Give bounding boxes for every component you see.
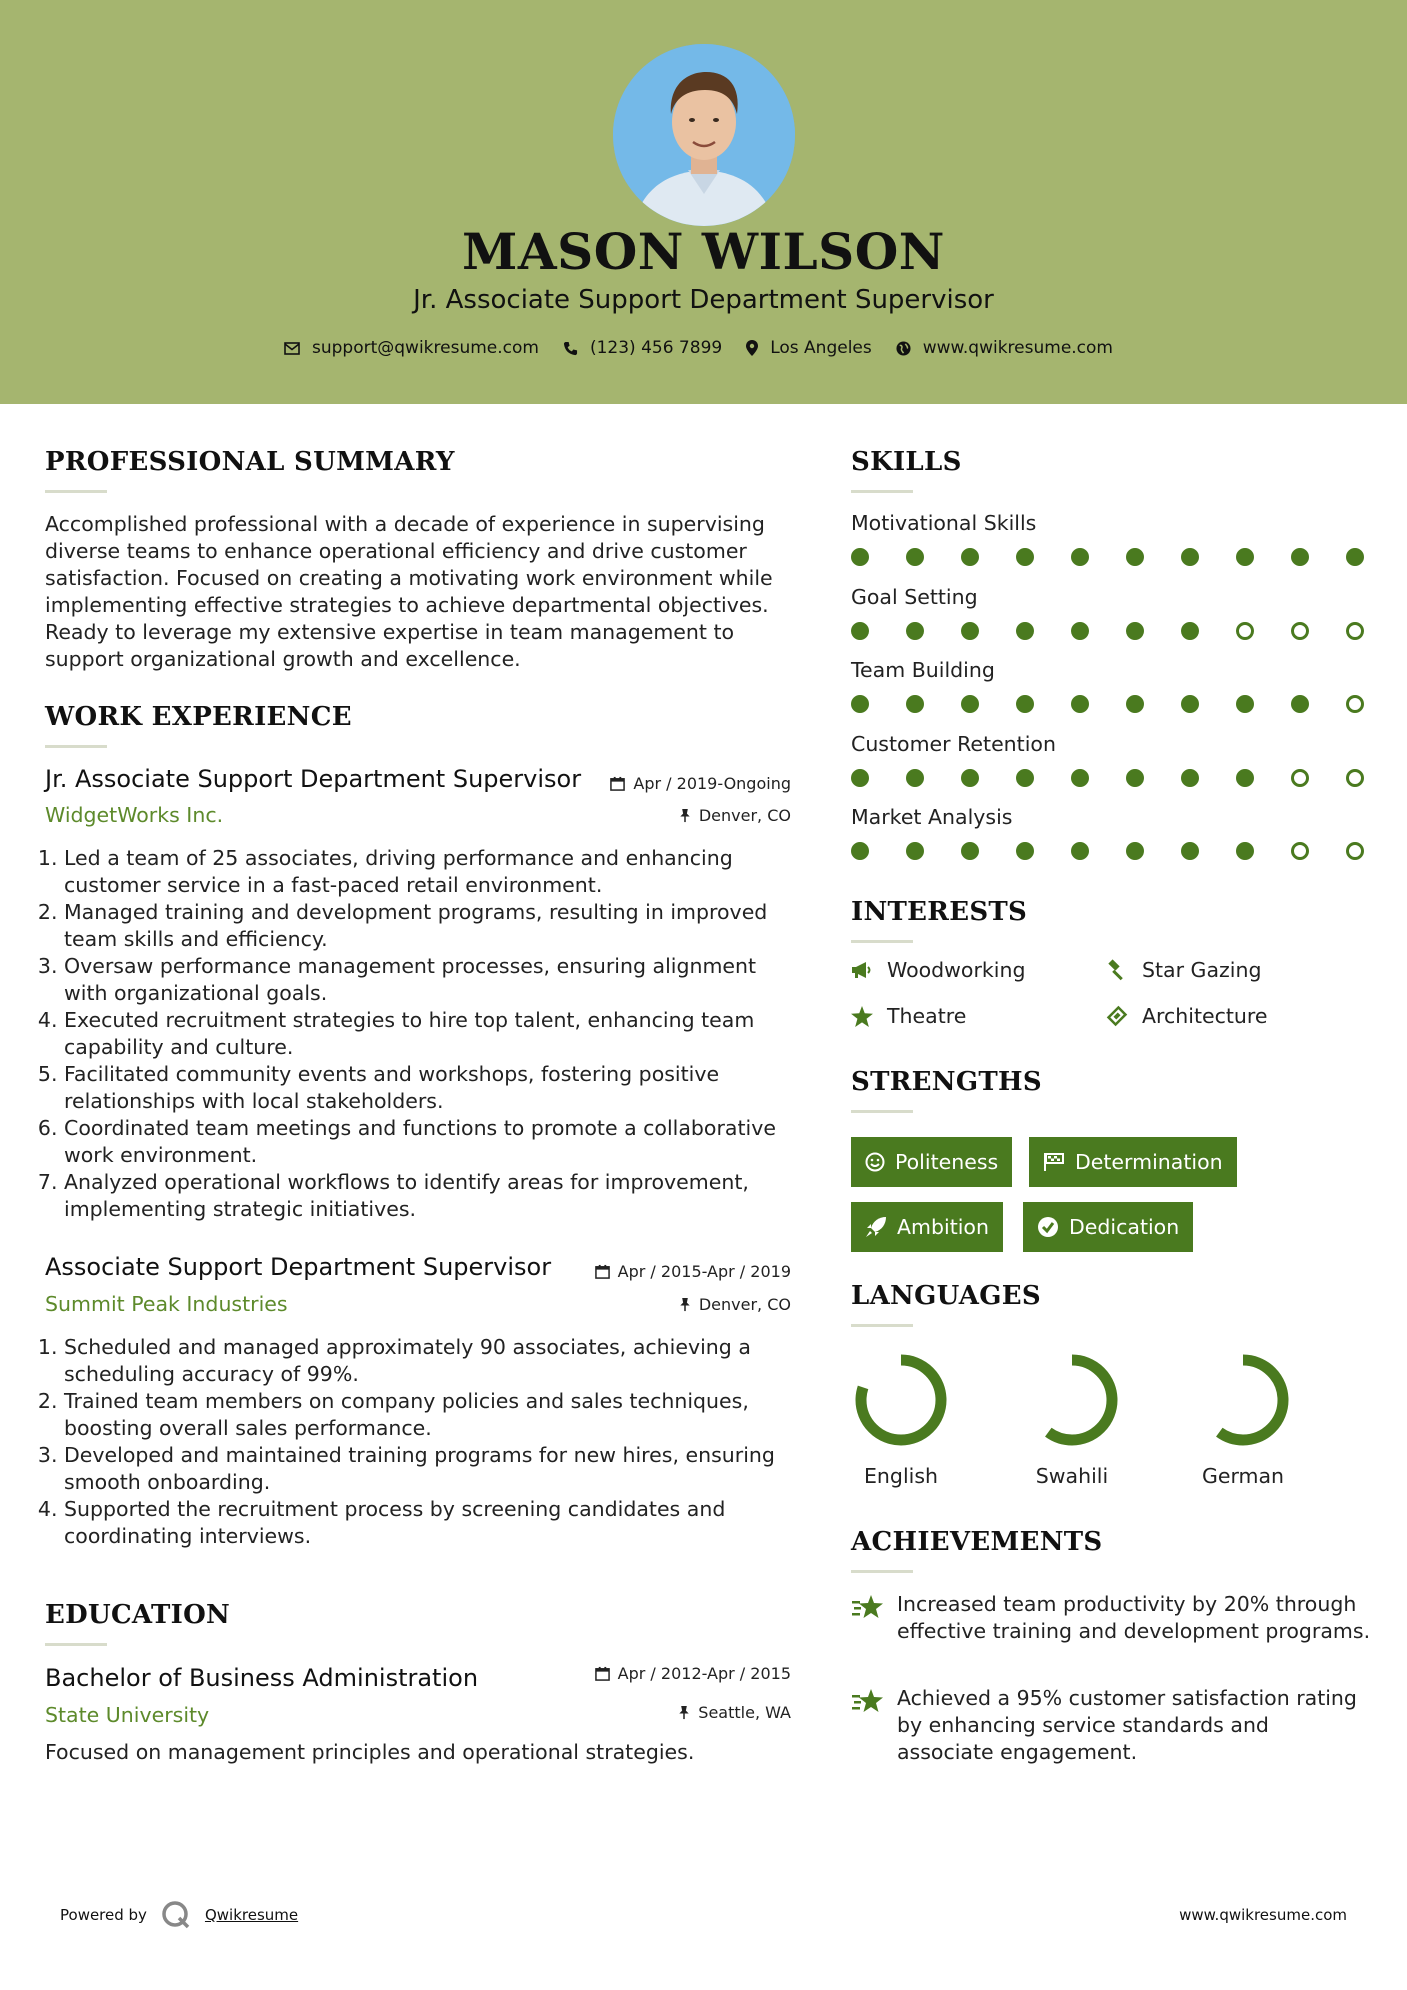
language-item <box>841 1350 961 1488</box>
gavel-icon <box>1106 959 1128 981</box>
job-bullets <box>45 1334 805 1550</box>
language-item <box>1012 1350 1132 1488</box>
language-ring <box>851 1350 951 1450</box>
bullet-item: 7. Analyzed operational workflows to identify areas for improvement, implementing strategic initiatives. <box>64 1169 805 1223</box>
education-dates-text: Apr / 2012-Apr / 2015 <box>617 1664 791 1683</box>
interest-label: Woodworking <box>887 958 1026 982</box>
website-text: www.qwikresume.com <box>922 338 1113 358</box>
skill-dot-filled <box>1346 548 1364 566</box>
language-level-arc <box>1203 1360 1283 1440</box>
phone-text: (123) 456 7899 <box>589 338 723 358</box>
strength-badge-dedication <box>1023 1202 1193 1252</box>
skill-dot-filled <box>1181 695 1199 713</box>
skill-dot-filled <box>1126 622 1144 640</box>
candidate-headline: Jr. Associate Support Department Supervisor <box>413 285 994 315</box>
skill-dot-filled <box>1291 695 1309 713</box>
location-text: Los Angeles <box>770 338 872 358</box>
education-heading: EDUCATION <box>45 1600 231 1630</box>
strength-label: Determination <box>1075 1150 1223 1174</box>
skill-dot-filled <box>1181 622 1199 640</box>
job-location <box>560 1295 791 1314</box>
contact-location <box>746 338 872 358</box>
interest-woodworking <box>851 958 1025 982</box>
contact-phone[interactable] <box>563 338 722 358</box>
education-location <box>560 1703 791 1722</box>
degree-title: Bachelor of Business Administration <box>45 1664 479 1692</box>
job-dates <box>560 1262 791 1281</box>
globe-icon <box>896 341 911 356</box>
calendar-icon <box>595 1264 610 1279</box>
skill-dot-empty <box>1346 769 1364 787</box>
education-location-text: Seattle, WA <box>698 1703 791 1722</box>
summary-heading: PROFESSIONAL SUMMARY <box>45 447 455 477</box>
job-location-text: Denver, CO <box>698 1295 791 1314</box>
skill-dot-filled <box>1126 695 1144 713</box>
bullet-item: 5. Facilitated community events and workshops, fostering positive relationships with local stakeholders. <box>64 1061 805 1115</box>
bullhorn-icon <box>851 961 873 979</box>
skill-dot-filled <box>961 548 979 566</box>
achievement-item <box>851 1591 1371 1645</box>
skill-dot-filled <box>1181 769 1199 787</box>
star-badge-icon <box>851 1593 885 1621</box>
pushpin-icon <box>678 1705 690 1720</box>
skills-divider <box>851 490 913 493</box>
skill-dot-filled <box>851 842 869 860</box>
contact-website[interactable] <box>896 338 1113 358</box>
language-item <box>1183 1350 1303 1488</box>
skill-dot-filled <box>1016 622 1034 640</box>
skill-dot-empty <box>1346 695 1364 713</box>
skill-dot-filled <box>1181 842 1199 860</box>
skill-dot-filled <box>1126 548 1144 566</box>
interests-divider <box>851 940 913 943</box>
strength-label: Dedication <box>1069 1215 1180 1239</box>
job-dates <box>560 774 791 793</box>
skill-dot-empty <box>1346 842 1364 860</box>
education-dates <box>560 1664 791 1683</box>
phone-icon <box>563 341 578 356</box>
languages-divider <box>851 1324 913 1327</box>
skill-dot-filled <box>961 695 979 713</box>
strength-badge-ambition <box>851 1202 1003 1252</box>
footer-powered-by <box>60 1900 298 1930</box>
skill-name: Motivational Skills <box>851 511 1037 535</box>
skill-dot-empty <box>1346 622 1364 640</box>
strengths-divider <box>851 1110 913 1113</box>
interest-theatre <box>851 1004 966 1028</box>
school-name: State University <box>45 1703 210 1727</box>
achievements-heading: ACHIEVEMENTS <box>851 1527 1103 1557</box>
star-badge-icon <box>851 1687 885 1715</box>
bullet-item: 6. Coordinated team meetings and functions to promote a collaborative work environment. <box>64 1115 805 1169</box>
map-marker-icon <box>746 340 758 356</box>
skill-dot-filled <box>1236 769 1254 787</box>
skill-dot-filled <box>1071 695 1089 713</box>
interest-label: Star Gazing <box>1142 958 1262 982</box>
candidate-name: MASON WILSON <box>462 222 945 281</box>
resume-header <box>0 0 1407 404</box>
skill-dot-filled <box>1181 548 1199 566</box>
rocket-icon <box>865 1216 887 1238</box>
qwikresume-logo-icon <box>161 1900 191 1930</box>
language-ring <box>1022 1350 1122 1450</box>
interest-star-gazing <box>1106 958 1261 982</box>
skill-dot-filled <box>1236 548 1254 566</box>
skill-dot-filled <box>906 548 924 566</box>
calendar-icon <box>595 1666 610 1681</box>
envelope-icon <box>284 342 300 355</box>
summary-text: Accomplished professional with a decade of experience in supervising diverse teams to enhance operational efficiency and drive customer satisfaction. Focused on creating a motivating work environment while implementing effective strategies to achieve departmental objectives. Ready to leverage my extensive expertise in team management to support organizational growth and excellence. <box>45 512 773 671</box>
interest-label: Theatre <box>887 1004 967 1028</box>
skill-dot-filled <box>906 769 924 787</box>
check-circle-icon <box>1037 1216 1059 1238</box>
bullet-item: 1. Led a team of 25 associates, driving performance and enhancing customer service in a fast-paced retail environment. <box>64 845 805 899</box>
skill-dot-empty <box>1291 622 1309 640</box>
bullet-item: 4. Supported the recruitment process by screening candidates and coordinating interviews. <box>64 1496 805 1550</box>
skill-dot-empty <box>1291 842 1309 860</box>
powered-by-text: Powered by <box>60 1906 147 1924</box>
experience-heading: WORK EXPERIENCE <box>45 702 352 732</box>
skill-dot-filled <box>961 622 979 640</box>
language-level-arc <box>1032 1360 1112 1440</box>
footer-website[interactable]: www.qwikresume.com <box>1179 1906 1347 1924</box>
interest-label: Architecture <box>1142 1004 1268 1028</box>
company-name: Summit Peak Industries <box>45 1292 288 1316</box>
skill-dot-filled <box>1126 769 1144 787</box>
email-text: support@qwikresume.com <box>312 338 539 358</box>
star-icon <box>851 1006 873 1027</box>
skill-name: Customer Retention <box>851 731 1056 756</box>
interest-architecture <box>1106 1004 1268 1028</box>
skill-dot-filled <box>961 842 979 860</box>
job-title: Jr. Associate Support Department Supervisor <box>45 765 582 793</box>
skill-dot-filled <box>906 695 924 713</box>
skill-dot-filled <box>1071 842 1089 860</box>
company-name: WidgetWorks Inc. <box>45 803 224 827</box>
skill-dot-empty <box>1291 769 1309 787</box>
skills-heading: SKILLS <box>851 447 962 477</box>
job-dates-text: Apr / 2015-Apr / 2019 <box>617 1262 791 1281</box>
pushpin-icon <box>679 1297 691 1312</box>
summary-divider <box>45 490 107 493</box>
skill-dot-filled <box>1016 769 1034 787</box>
strengths-heading: STRENGTHS <box>851 1067 1042 1097</box>
language-ring <box>1193 1350 1293 1450</box>
skill-name: Goal Setting <box>851 584 978 609</box>
achievement-item <box>851 1685 1371 1766</box>
skill-dot-filled <box>906 622 924 640</box>
pushpin-icon <box>679 808 691 823</box>
brand-link[interactable]: Qwikresume <box>204 1906 299 1924</box>
skill-dot-filled <box>851 548 869 566</box>
smile-icon <box>865 1152 885 1172</box>
skill-dot-filled <box>961 769 979 787</box>
strength-badge-politeness <box>851 1137 1012 1187</box>
bullet-item: 2. Managed training and development programs, resulting in improved team skills and efficiency. <box>64 899 805 953</box>
skill-dot-filled <box>1071 548 1089 566</box>
skill-dot-filled <box>1126 842 1144 860</box>
skill-dot-filled <box>851 769 869 787</box>
language-label: English <box>863 1464 939 1488</box>
calendar-icon <box>610 776 625 791</box>
job-location-text: Denver, CO <box>698 806 791 825</box>
skill-dot-filled <box>1016 842 1034 860</box>
ticket-icon <box>1106 1005 1128 1027</box>
flag-icon <box>1043 1152 1065 1172</box>
skill-name: Market Analysis <box>851 805 1013 829</box>
achievement-text: Achieved a 95% customer satisfaction rating by enhancing service standards and associate engagement. <box>897 1686 1357 1764</box>
language-level-arc <box>861 1360 941 1440</box>
job-dates-text: Apr / 2019-Ongoing <box>633 774 791 793</box>
achievements-divider <box>851 1570 913 1573</box>
skill-name: Team Building <box>851 658 995 682</box>
interests-heading: INTERESTS <box>851 897 1028 927</box>
skill-dot-filled <box>1236 842 1254 860</box>
strength-label: Politeness <box>895 1150 999 1174</box>
skill-dot-filled <box>1016 548 1034 566</box>
achievement-text: Increased team productivity by 20% through effective training and development programs. <box>897 1592 1371 1643</box>
contact-email[interactable] <box>284 338 539 358</box>
bullet-item: 3. Developed and maintained training programs for new hires, ensuring smooth onboarding. <box>64 1442 805 1496</box>
bullet-item: 1. Scheduled and managed approximately 90 associates, achieving a scheduling accuracy of 99%. <box>64 1334 805 1388</box>
contact-bar <box>0 338 1407 358</box>
strength-badge-determination <box>1029 1137 1237 1187</box>
skill-dot-empty <box>1236 622 1254 640</box>
education-description: Focused on management principles and operational strategies. <box>45 1740 695 1764</box>
language-label: German <box>1201 1464 1285 1488</box>
skill-dot-filled <box>1016 695 1034 713</box>
language-label: Swahili <box>1035 1464 1109 1488</box>
skill-dot-filled <box>1236 695 1254 713</box>
skill-dot-filled <box>1071 769 1089 787</box>
strength-label: Ambition <box>897 1215 989 1239</box>
skill-dot-filled <box>851 695 869 713</box>
job-title: Associate Support Department Supervisor <box>45 1253 552 1281</box>
skill-dot-filled <box>1071 622 1089 640</box>
bullet-item: 3. Oversaw performance management processes, ensuring alignment with organizational goals. <box>64 953 805 1007</box>
job-bullets <box>45 845 805 1223</box>
languages-heading: LANGUAGES <box>851 1281 1041 1311</box>
profile-photo <box>613 44 795 226</box>
education-divider <box>45 1643 107 1646</box>
skill-dot-filled <box>906 842 924 860</box>
skill-dot-filled <box>851 622 869 640</box>
skill-dot-filled <box>1291 548 1309 566</box>
bullet-item: 4. Executed recruitment strategies to hire top talent, enhancing team capability and culture. <box>64 1007 805 1061</box>
job-location <box>560 806 791 825</box>
bullet-item: 2. Trained team members on company policies and sales techniques, boosting overall sales performance. <box>64 1388 805 1442</box>
experience-divider <box>45 745 107 748</box>
